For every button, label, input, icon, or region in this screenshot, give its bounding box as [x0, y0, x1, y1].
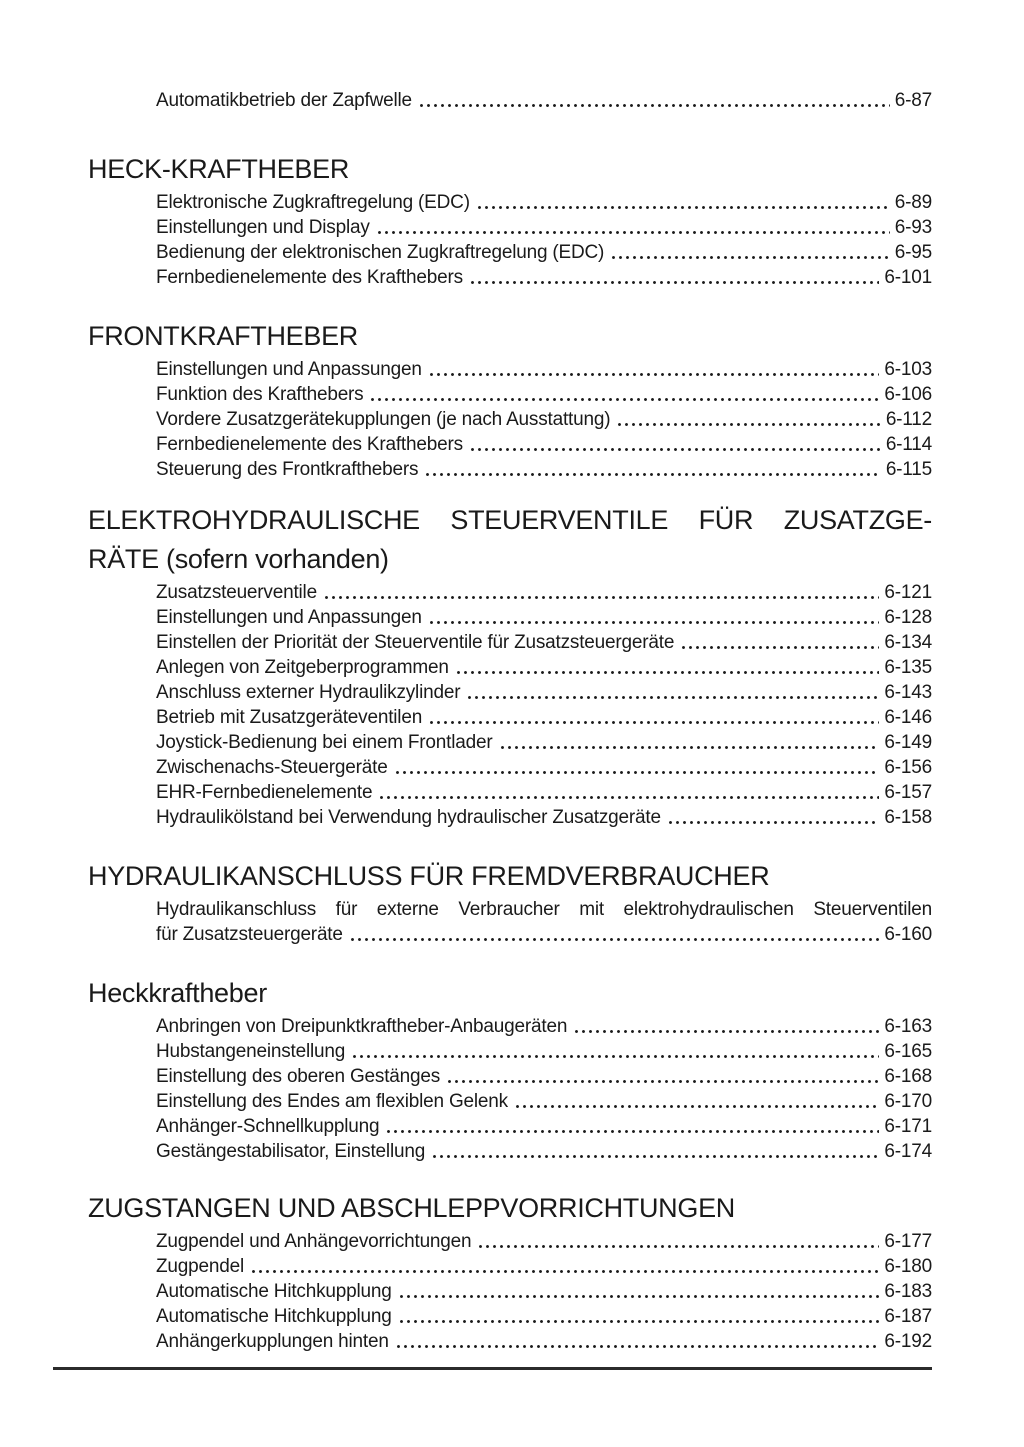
- section-entries: [88, 190, 932, 290]
- section-heading: ZUGSTANGEN UND ABSCHLEPPVORRICHTUNGEN: [88, 1193, 735, 1223]
- dot-leader: [431, 1139, 879, 1164]
- toc-entry-page: 6-158: [884, 807, 932, 828]
- toc-entry-label: Hubstangeneinstellung: [156, 1041, 346, 1062]
- toc-entry: [156, 897, 932, 947]
- toc-entry-page: 6-149: [884, 732, 932, 753]
- toc-entry-label: Einstellungen und Anpassungen: [156, 359, 422, 380]
- dot-leader: [446, 1064, 879, 1089]
- dot-leader: [378, 780, 879, 805]
- toc-entry-label: Hydraulikölstand bei Verwendung hydraulischer Zusatzgeräte: [156, 807, 661, 828]
- toc-entry-page: 6-89: [894, 192, 932, 213]
- toc-entry-page: 6-135: [884, 657, 932, 678]
- dot-leader: [369, 382, 879, 407]
- dot-leader: [323, 580, 879, 605]
- dot-leader: [376, 215, 890, 240]
- toc-entry-label: Automatische Hitchkupplung: [156, 1306, 392, 1327]
- toc-entry-page: 6-157: [884, 782, 932, 803]
- dot-leader: [469, 432, 881, 457]
- section-entries: [88, 580, 932, 830]
- toc-entry-label: Vordere Zusatzgerätekupplungen (je nach Ausstattung): [156, 409, 611, 430]
- continued-entry-block: [88, 0, 932, 113]
- toc-entry: [156, 605, 932, 630]
- section-hydraulikanschluss: [88, 858, 932, 947]
- section-heading-line1: ELEKTROHYDRAULISCHE STEUERVENTILE FÜR ZUSATZGE-: [88, 505, 932, 535]
- dot-leader: [418, 88, 890, 113]
- toc-entry: [156, 190, 932, 215]
- toc-entry: [156, 580, 932, 605]
- dot-leader: [351, 1039, 879, 1064]
- toc-entry-label: Einstellen der Priorität der Steuerventile für Zusatzsteuergeräte: [156, 632, 675, 653]
- toc-entry-page: 6-134: [884, 632, 932, 653]
- toc-entry-page: 6-174: [884, 1141, 932, 1162]
- toc-entry-label: Fernbedienelemente des Krafthebers: [156, 267, 463, 288]
- dot-leader: [616, 407, 880, 432]
- toc-entry-label: Anbringen von Dreipunktkraftheber-Anbaugeräten: [156, 1016, 568, 1037]
- toc-entry-label: Einstellungen und Anpassungen: [156, 607, 422, 628]
- dot-leader: [428, 705, 879, 730]
- toc-entry: [156, 680, 932, 705]
- section-frontkraftheber: [88, 318, 932, 482]
- toc-entry: [156, 432, 932, 457]
- dot-leader: [395, 1329, 880, 1354]
- dot-leader: [398, 1279, 880, 1304]
- section-heckkraftheber: [88, 975, 932, 1164]
- toc-entry-page: 6-160: [884, 924, 932, 945]
- section-heading: HYDRAULIKANSCHLUSS FÜR FREMDVERBRAUCHER: [88, 861, 770, 891]
- toc-entry-label: Funktion des Krafthebers: [156, 384, 364, 405]
- toc-entry: [156, 655, 932, 680]
- toc-entry: [156, 1279, 932, 1304]
- section-entries: [88, 897, 932, 947]
- toc-entry-page: 6-93: [894, 217, 932, 238]
- toc-entry-page: 6-128: [884, 607, 932, 628]
- dot-leader: [250, 1254, 879, 1279]
- toc-entry-page: 6-115: [885, 459, 932, 480]
- toc-entry-page: 6-121: [884, 582, 932, 603]
- dot-leader: [455, 655, 880, 680]
- toc-entry: [156, 357, 932, 382]
- toc-entry-label: Einstellung des oberen Gestänges: [156, 1066, 441, 1087]
- toc-entry-label: Zwischenachs-Steuergeräte: [156, 757, 388, 778]
- dot-leader: [349, 922, 880, 947]
- toc-entry-page: 6-156: [884, 757, 932, 778]
- toc-entry-label: EHR-Fernbedienelemente: [156, 782, 373, 803]
- toc-entry-label: Bedienung der elektronischen Zugkraftregelung (EDC): [156, 242, 605, 263]
- section-entries: [88, 1229, 932, 1354]
- toc-content: [88, 0, 932, 1354]
- toc-entry-label: Zusatzsteuerventile: [156, 582, 317, 603]
- toc-entry-label: Automatische Hitchkupplung: [156, 1281, 392, 1302]
- dot-leader: [424, 457, 881, 482]
- section-heading: Heckkraftheber: [88, 978, 267, 1008]
- toc-entry-page: 6-106: [884, 384, 932, 405]
- toc-entry-label: Anhänger-Schnellkupplung: [156, 1116, 380, 1137]
- toc-entry-label: Anlegen von Zeitgeberprogrammen: [156, 657, 449, 678]
- toc-entry-page: 6-180: [884, 1256, 932, 1277]
- section-entries: [88, 1014, 932, 1164]
- toc-entry-page: 6-187: [884, 1306, 932, 1327]
- toc-entry-page: 6-87: [894, 90, 932, 111]
- section-heading: FRONTKRAFTHEBER: [88, 321, 359, 351]
- dot-leader: [428, 605, 880, 630]
- toc-entry: [156, 1329, 932, 1354]
- dot-leader: [385, 1114, 879, 1139]
- toc-entry-label: Zugpendel: [156, 1256, 244, 1277]
- section-heading: HECK-KRAFTHEBER: [88, 154, 350, 184]
- dot-leader: [667, 805, 880, 830]
- dot-leader: [398, 1304, 880, 1329]
- toc-entry: [156, 705, 932, 730]
- toc-entry-label: Einstellungen und Display: [156, 217, 370, 238]
- section-zugstangen: [88, 1190, 932, 1354]
- toc-entry: [156, 215, 932, 240]
- toc-entry: [156, 1304, 932, 1329]
- toc-entry-label: Anschluss externer Hydraulikzylinder: [156, 682, 461, 703]
- footer-rule: [53, 1367, 932, 1370]
- toc-entry-line1: Hydraulikanschluss für externe Verbraucher mit elektrohydraulischen Steuerventilen: [156, 899, 932, 920]
- toc-entry: [156, 407, 932, 432]
- toc-entry: [156, 780, 932, 805]
- toc-entry: [156, 88, 932, 113]
- toc-entry: [156, 1014, 932, 1039]
- toc-entry: [156, 457, 932, 482]
- toc-entry-page: 6-192: [884, 1331, 932, 1352]
- toc-entry-label: Gestängestabilisator, Einstellung: [156, 1141, 426, 1162]
- toc-entry-page: 6-168: [884, 1066, 932, 1087]
- toc-entry: [156, 755, 932, 780]
- dot-leader: [573, 1014, 879, 1039]
- toc-entry-page: 6-95: [894, 242, 932, 263]
- dot-leader: [499, 730, 880, 755]
- toc-entry-page: 6-177: [884, 1231, 932, 1252]
- dot-leader: [610, 240, 890, 265]
- toc-entry-label: Elektronische Zugkraftregelung (EDC): [156, 192, 470, 213]
- toc-entry-label: Fernbedienelemente des Krafthebers: [156, 434, 463, 455]
- toc-entry: [156, 382, 932, 407]
- toc-entry-label: Automatikbetrieb der Zapfwelle: [156, 90, 412, 111]
- toc-entry-label: Zugpendel und Anhängevorrichtungen: [156, 1231, 472, 1252]
- dot-leader: [477, 1229, 879, 1254]
- toc-entry-page: 6-163: [884, 1016, 932, 1037]
- toc-entry-page: 6-114: [885, 434, 932, 455]
- dot-leader: [680, 630, 879, 655]
- toc-entry: [156, 1229, 932, 1254]
- toc-entry: [156, 730, 932, 755]
- toc-entry-label: Einstellung des Endes am flexiblen Gelenk: [156, 1091, 508, 1112]
- toc-entry-label: Anhängerkupplungen hinten: [156, 1331, 389, 1352]
- toc-entry: [156, 1139, 932, 1164]
- toc-entry: [156, 1039, 932, 1064]
- toc-entry-page: 6-170: [884, 1091, 932, 1112]
- toc-entry: [156, 1064, 932, 1089]
- toc-entry-page: 6-112: [885, 409, 932, 430]
- toc-entry: [156, 1089, 932, 1114]
- toc-entry-page: 6-146: [884, 707, 932, 728]
- toc-entry: [156, 1254, 932, 1279]
- toc-entry-label: Betrieb mit Zusatzgeräteventilen: [156, 707, 423, 728]
- toc-entry: [156, 630, 932, 655]
- dot-leader: [428, 357, 880, 382]
- dot-leader: [394, 755, 880, 780]
- section-elektrohydraulische-steuerventile: [88, 502, 932, 830]
- toc-entry-label: Steuerung des Frontkrafthebers: [156, 459, 419, 480]
- section-heck-kraftheber: [88, 151, 932, 290]
- dot-leader: [469, 265, 879, 290]
- section-heading-line2: RÄTE (sofern vorhanden): [88, 544, 389, 574]
- toc-entry-label: für Zusatzsteuergeräte: [156, 924, 343, 945]
- toc-entry-page: 6-165: [884, 1041, 932, 1062]
- dot-leader: [466, 680, 879, 705]
- toc-entry-label: Joystick-Bedienung bei einem Frontlader: [156, 732, 493, 753]
- toc-entry: [156, 1114, 932, 1139]
- toc-entry-page: 6-143: [884, 682, 932, 703]
- toc-entry: [156, 265, 932, 290]
- toc-entry-page: 6-171: [884, 1116, 932, 1137]
- section-entries: [88, 357, 932, 482]
- toc-entry-page: 6-101: [884, 267, 932, 288]
- toc-entry: [156, 805, 932, 830]
- dot-leader: [476, 190, 890, 215]
- toc-entry: [156, 240, 932, 265]
- toc-entry-line2: [156, 922, 932, 947]
- toc-entry-page: 6-103: [884, 359, 932, 380]
- dot-leader: [514, 1089, 879, 1114]
- toc-entry-page: 6-183: [884, 1281, 932, 1302]
